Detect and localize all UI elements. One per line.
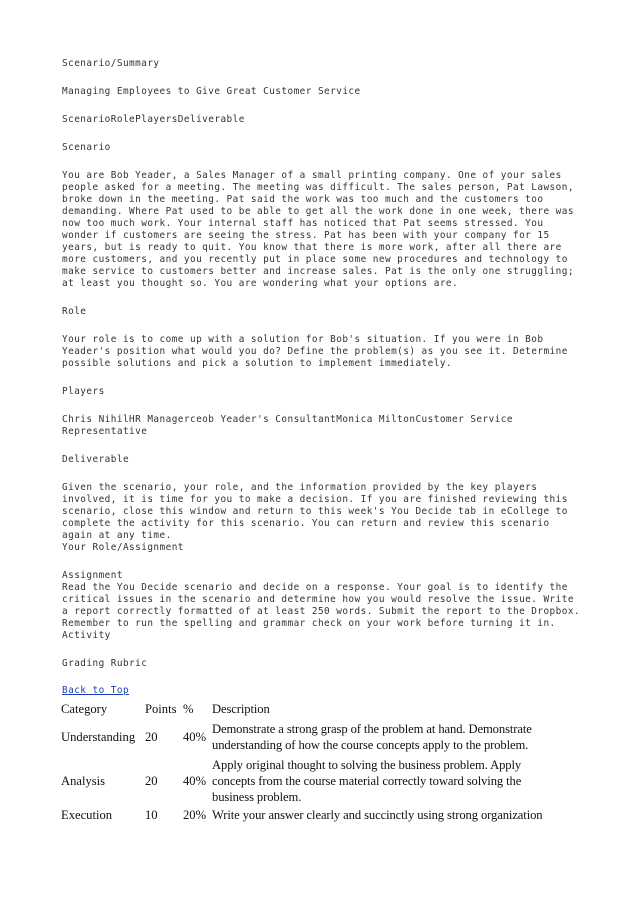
row-category: Execution: [61, 808, 113, 822]
row-description: Demonstrate a strong grasp of the problem at hand. Demonstrate understanding of how the course concepts apply to the problem.: [212, 722, 532, 752]
table-header-row: [61, 699, 552, 719]
row-category: Understanding: [61, 730, 136, 744]
row-category: Analysis: [61, 774, 106, 788]
back-to-top-link[interactable]: Back to Top: [62, 685, 130, 696]
role-text: Your role is to come up with a solution for Bob's situation. If you were in Bob Yeader's position what would you do? Define the problem(s) as you see it. Determine possible solutions and pick a solution to implement immediately.: [62, 334, 568, 369]
header-percent: %: [183, 702, 194, 716]
players-text: Chris NihilHR Managerceob Yeader's ConsultantMonica MiltonCustomer Service Representative: [62, 414, 513, 437]
players-heading: Players: [62, 386, 105, 397]
row-description: Write your answer clearly and succinctly using strong organization: [212, 808, 543, 822]
row-points: 20: [145, 730, 158, 744]
assignment-heading: Assignment: [62, 570, 123, 581]
section-tabs-line: ScenarioRolePlayersDeliverable: [62, 114, 245, 125]
table-row: [61, 807, 552, 823]
header-points: Points: [145, 702, 177, 716]
activity-label: Activity: [62, 630, 111, 641]
row-percent: 20%: [183, 808, 207, 822]
page-title: Managing Employees to Give Great Customer Service: [62, 86, 361, 97]
row-percent: 40%: [183, 774, 207, 788]
row-percent: 40%: [183, 730, 207, 744]
row-points: 20: [145, 774, 158, 788]
scenario-text: You are Bob Yeader, a Sales Manager of a small printing company. One of your sales people asked for a meeting. The meeting was difficult. The sales person, Pat Lawson, broke down in the meeting. Pat said the work was too much and the customers too demanding. Where Pat used to be able to get all the work done in one week, there was now too much work. Your internal staff has noticed that Pat seems stressed. You wonder if customers are seeing the stress. Pat has been with your company for 15 years, but is ready to quit. You know that there is more work, after all there are more customers, and you recently put in place some new procedures and technology to make service to customers better and increase sales. Pat is the only one struggling; at least you thought so. You are wondering what your options are.: [62, 170, 574, 289]
scenario-heading: Scenario: [62, 142, 111, 153]
table-row: [61, 755, 552, 807]
header-description: Description: [212, 702, 270, 716]
deliverable-text: Given the scenario, your role, and the information provided by the key players involved, it is time for you to make a decision. If you are finished reviewing this scenario, close this window and return to this week's You Decide tab in eCollege to complete the activity for this scenario. You can return and review this scenario again at any time.: [62, 482, 568, 541]
summary-heading: Scenario/Summary: [62, 58, 160, 69]
header-category: Category: [61, 702, 108, 716]
row-description: Apply original thought to solving the business problem. Apply concepts from the course material correctly toward solving the business problem.: [212, 758, 522, 804]
row-points: 10: [145, 808, 158, 822]
assignment-text: Read the You Decide scenario and decide on a response. Your goal is to identify the critical issues in the scenario and determine how you would resolve the issue. Write a report correctly formatted of at least 250 words. Submit the report to the Dropbox. Remember to run the spelling and grammar check on your work before turning it in.: [62, 582, 581, 629]
deliverable-heading: Deliverable: [62, 454, 130, 465]
grading-rubric-heading: Grading Rubric: [62, 658, 148, 669]
document-page: [62, 58, 582, 823]
role-heading: Role: [62, 306, 87, 317]
table-row: [61, 719, 552, 755]
your-role-assignment-label: Your Role/Assignment: [62, 542, 184, 553]
grading-rubric-table: [61, 699, 552, 823]
